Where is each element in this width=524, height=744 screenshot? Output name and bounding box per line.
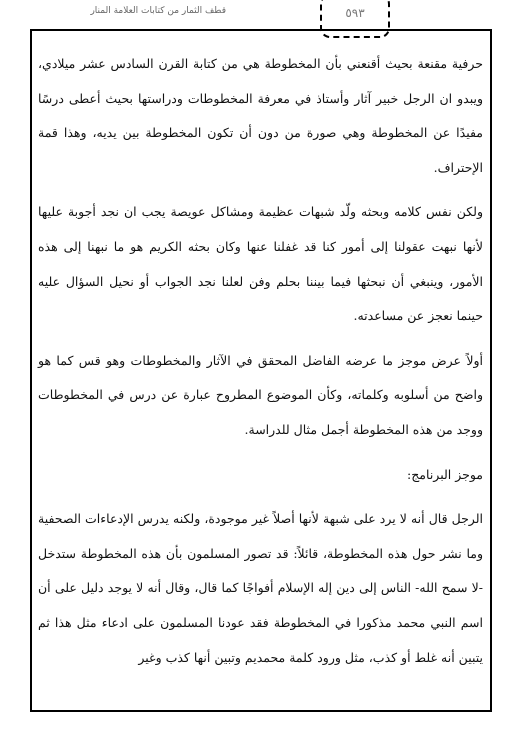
paragraph-1: حرفية مقنعة بحيث أقنعني بأن المخطوطة هي من كتابة القرن السادس عشر ميلادي، ويبدو ان الرجل خبير آثار وأستاذ في معرفة المخطوطات ودراستها بحيث أعطى درسًا مفيدًا عن المخطوطة وهي صورة من دون أن تكون المخطوطة بين يديه، وهذا قمة الإحتراف. <box>38 56 483 175</box>
page-content <box>38 47 483 685</box>
page-frame <box>30 29 492 712</box>
paragraph-4: الرجل قال أنه لا يرد على شبهة لأنها أصلاً غير موجودة، ولكنه يدرس الإدعاءات الصحفية وما نشر حول هذه المخطوطة، قائلاً: قد تصور المسلمون بأن هذه المخطوطة ستدخل -لا سمح الله- الناس إلى دين إله الإسلام أفواجًا كما قال، وقال أنه لا يوجد دليل على أن اسم النبي محمد مذكورا في المخطوطة فقد عودنا المسلمون على ادعاء مثل هذا ثم يتبين أنه غلط أو كذب، مثل ورود كلمة محمديم وتبين أنها كذب وغير <box>38 511 483 665</box>
page-header <box>0 0 524 24</box>
paragraph-2: ولكن نفس كلامه وبحثه ولّد شبهات عظيمة ومشاكل عويصة يجب ان نجد أجوبة عليها لأنها نبهت عقولنا إلى أمور كنا قد غفلنا عنها وكان بحثه الكريم هو ما نبهنا إلى هذه الأمور، وينبغي أن نبحثها فيما بيننا بحلم وفن لعلنا نجد الجواب أو نحيل السؤال عليه حينما نعجز عن مساعدته. <box>38 204 483 324</box>
paragraph-3: أولاً عرض موجز ما عرضه الفاضل المحقق في الآثار والمخطوطات وهو قس كما هو واضح من أسلوبه وكلماته، وكأن الموضوع المطروح عبارة عن درس في المخطوطات ووجد من هذه المخطوطة أجمل مثال للدراسة. <box>38 352 483 437</box>
book-title: قطف الثمار من كتابات العلامة المنار <box>90 6 226 16</box>
page-number: ٥٩٣ <box>345 6 365 20</box>
section-heading: موجز البرنامج: <box>407 466 483 482</box>
